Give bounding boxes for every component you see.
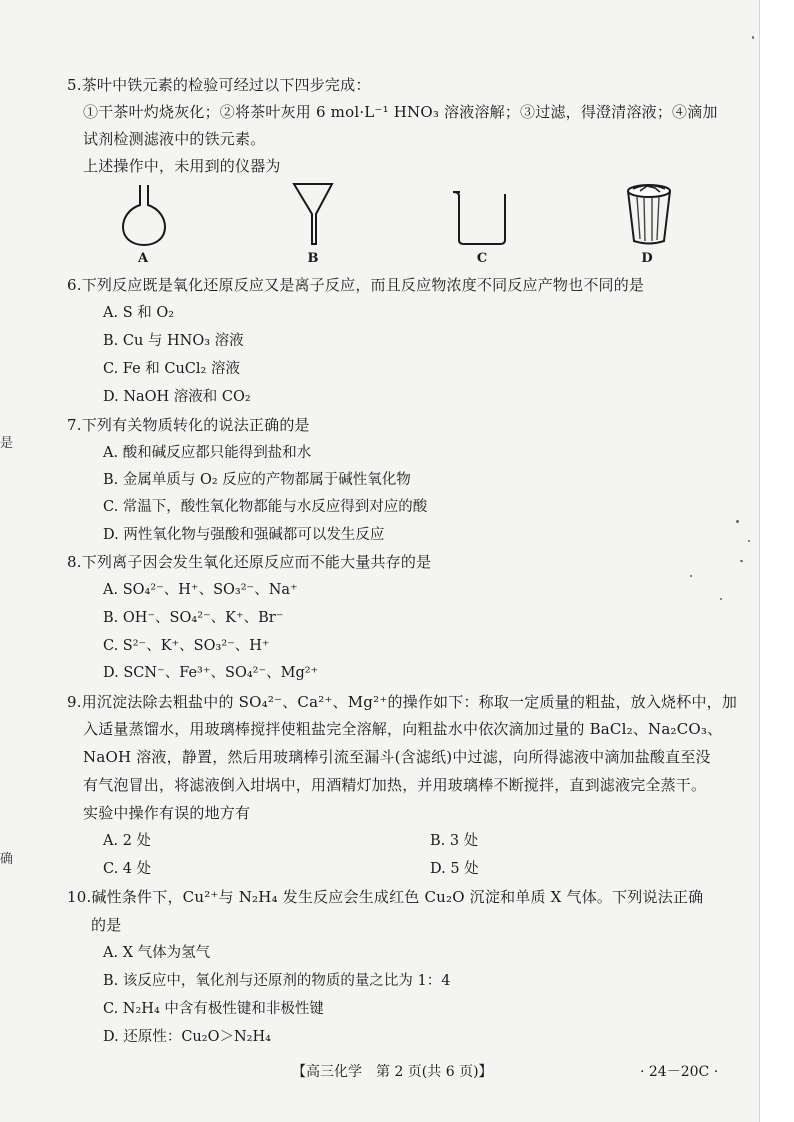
q9-option-a: A. 2 处: [103, 833, 152, 849]
q9-stem: 9.用沉淀法除去粗盐中的 SO₄²⁻、Ca²⁺、Mg²⁺的操作如下：称取一定质量的粗盐，放入烧杯中，加: [67, 693, 738, 711]
q10-option-a: A. X 气体为氢气: [103, 945, 211, 961]
scan-speck: [736, 520, 739, 523]
q10-option-b: B. 该反应中，氧化剂与还原剂的物质的量之比为 1：4: [103, 973, 451, 989]
crucible-icon: [625, 183, 673, 247]
q10-stem: 10.碱性条件下，Cu²⁺与 N₂H₄ 发生反应会生成红色 Cu₂O 沉淀和单质 X 气体。下列说法正确: [67, 888, 704, 906]
q9-option-b: B. 3 处: [430, 833, 479, 849]
beaker-icon: [450, 188, 510, 248]
q5-question: 上述操作中，未用到的仪器为: [83, 157, 281, 175]
q8-option-d: D. SCN⁻、Fe³⁺、SO₄²⁻、Mg²⁺: [103, 665, 319, 681]
option-label-a: A: [137, 251, 149, 266]
q8-stem: 8.下列离子因会发生氧化还原反应而不能大量共存的是: [67, 553, 432, 571]
q9-question: 实验中操作有误的地方有: [83, 804, 251, 822]
q9-stem-line: 有气泡冒出，将滤液倒入坩埚中，用酒精灯加热，并用玻璃棒不断搅拌，直到滤液完全蒸干。: [83, 776, 707, 794]
page-footer: 【高三化学 第 2 页(共 6 页)】: [292, 1064, 493, 1080]
q8-option-a: A. SO₄²⁻、H⁺、SO₃²⁻、Na⁺: [103, 582, 298, 598]
q7-stem: 7.下列有关物质转化的说法正确的是: [67, 416, 310, 434]
q6-option-d: D. NaOH 溶液和 CO₂: [103, 389, 251, 405]
q5-stem-line: ①干茶叶灼烧灰化；②将茶叶灰用 6 mol·L⁻¹ HNO₃ 溶液溶解；③过滤，得澄清溶液；④滴加: [83, 103, 718, 121]
q6-option-b: B. Cu 与 HNO₃ 溶液: [103, 333, 244, 349]
option-label-d: D: [641, 251, 653, 266]
scan-speck: [690, 575, 692, 577]
scan-speck: [752, 36, 754, 39]
q9-option-d: D. 5 处: [430, 861, 479, 877]
q7-option-d: D. 两性氧化物与强酸和强碱都可以发生反应: [103, 527, 385, 543]
q9-stem-line: 入适量蒸馏水，用玻璃棒搅拌使粗盐完全溶解，向粗盐水中依次滴加过量的 BaCl₂、Na₂CO₃、: [83, 720, 723, 738]
q7-option-a: A. 酸和碱反应都只能得到盐和水: [103, 445, 312, 461]
q6-option-a: A. S 和 O₂: [103, 305, 175, 321]
funnel-icon: [288, 180, 338, 248]
q6-stem: 6.下列反应既是氧化还原反应又是离子反应，而且反应物浓度不同反应产物也不同的是: [67, 276, 645, 294]
q10-stem-line: 的是: [91, 916, 122, 934]
q9-option-c: C. 4 处: [103, 861, 152, 877]
scan-speck: [720, 598, 722, 600]
q8-option-b: B. OH⁻、SO₄²⁻、K⁺、Br⁻: [103, 610, 284, 626]
round-bottom-flask-icon: [120, 183, 168, 247]
option-label-c: C: [476, 251, 488, 266]
q7-option-b: B. 金属单质与 O₂ 反应的产物都属于碱性氧化物: [103, 472, 411, 488]
option-label-b: B: [307, 251, 319, 266]
q10-option-d: D. 还原性：Cu₂O＞N₂H₄: [103, 1029, 271, 1045]
q10-option-c: C. N₂H₄ 中含有极性键和非极性键: [103, 1001, 324, 1017]
q5-stem: 5.茶叶中铁元素的检验可经过以下四步完成：: [67, 76, 371, 94]
margin-mark: 确: [0, 852, 14, 867]
q5-stem-line: 试剂检测滤液中的铁元素。: [83, 130, 266, 148]
margin-mark: 是: [0, 436, 14, 451]
q8-option-c: C. S²⁻、K⁺、SO₃²⁻、H⁺: [103, 638, 270, 654]
q6-option-c: C. Fe 和 CuCl₂ 溶液: [103, 361, 240, 377]
q7-option-c: C. 常温下，酸性氧化物都能与水反应得到对应的酸: [103, 499, 428, 515]
scan-speck: [748, 540, 750, 542]
page-code: · 24－20C ·: [640, 1064, 719, 1080]
scan-speck: [740, 560, 743, 562]
page-edge: [759, 0, 794, 1122]
q9-stem-line: NaOH 溶液，静置，然后用玻璃棒引流至漏斗(含滤纸)中过滤，向所得滤液中滴加盐酸直至没: [83, 748, 711, 766]
